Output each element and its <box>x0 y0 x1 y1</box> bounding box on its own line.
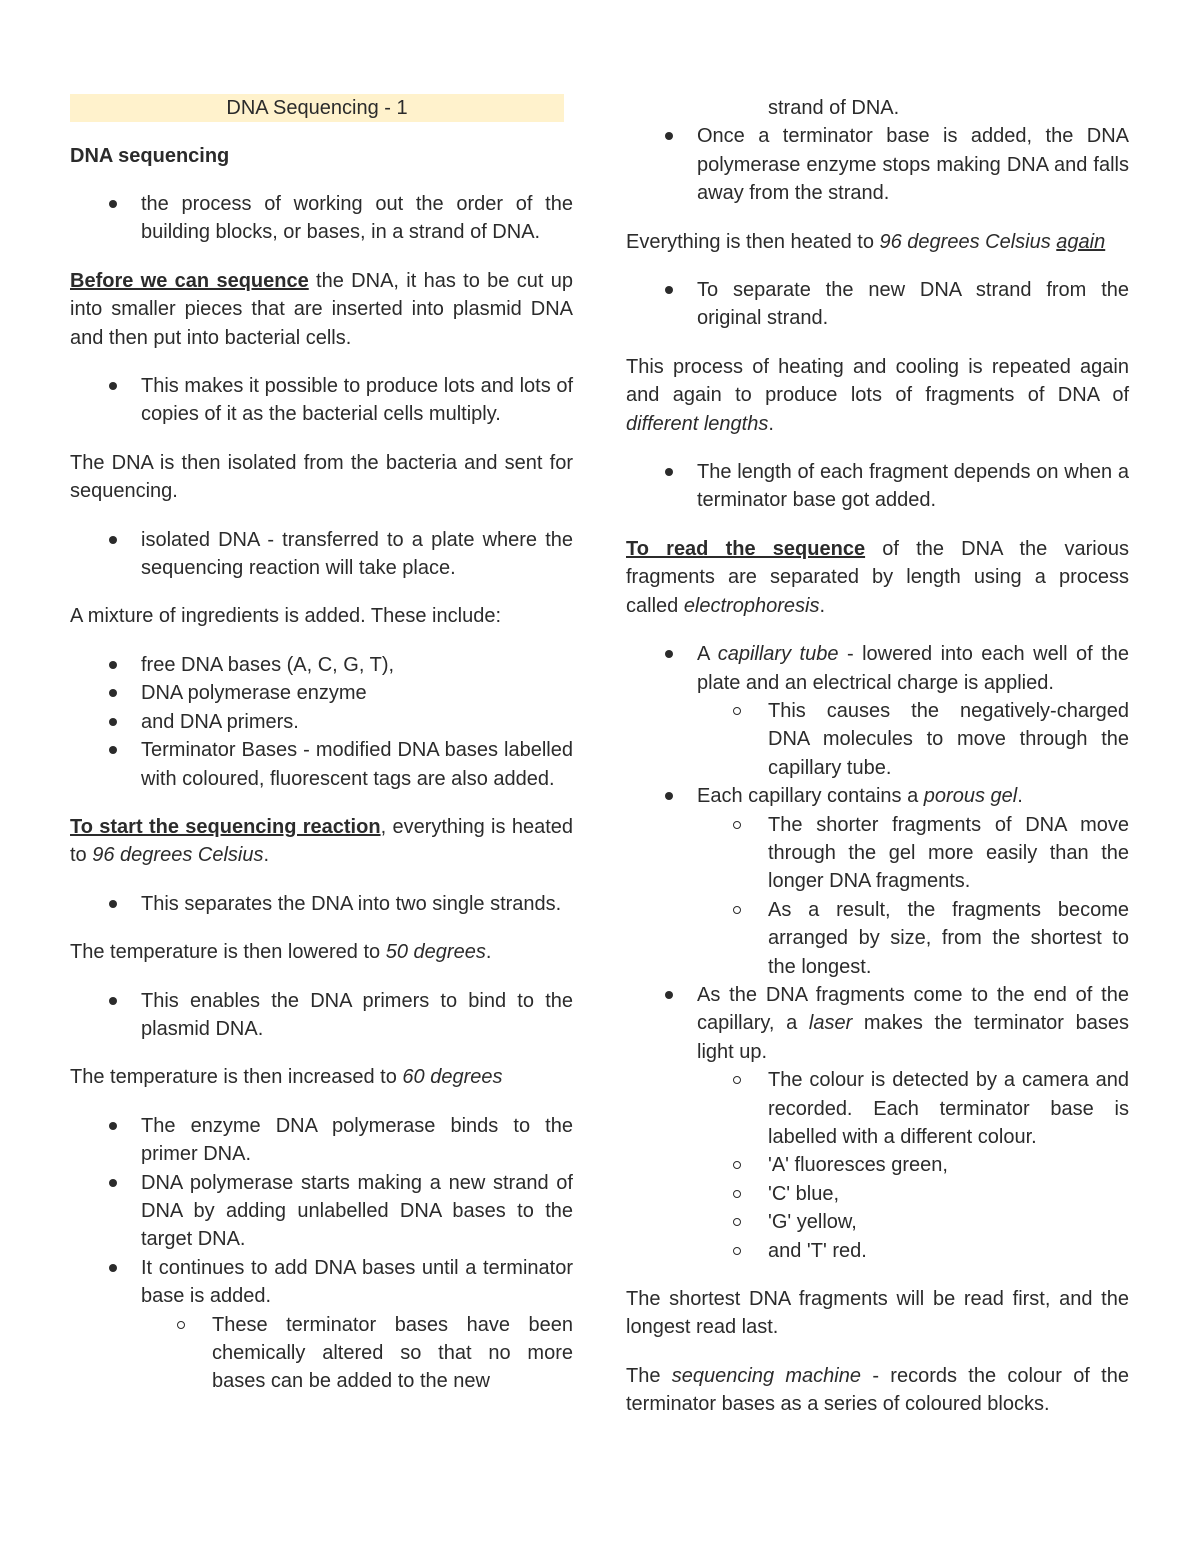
bullet-list <box>626 122 1129 207</box>
sub-list-item: 'C' blue, <box>626 1180 1129 1208</box>
sub-list-item: The shorter fragments of DNA move through the gel more easily than the longer DNA fragments. <box>626 811 1129 896</box>
bullet-list <box>70 890 573 918</box>
bullet-icon <box>109 997 117 1005</box>
list-item: This enables the DNA primers to bind to the plasmid DNA. <box>70 987 573 1044</box>
bullet-icon <box>665 991 673 999</box>
hollow-bullet-icon <box>733 1218 741 1226</box>
list-item: isolated DNA - transferred to a plate where the sequencing reaction will take place. <box>70 526 573 583</box>
bullet-icon <box>109 200 117 208</box>
list-item: DNA polymerase enzyme <box>70 679 573 707</box>
bullet-list <box>70 987 573 1044</box>
section-heading: DNA sequencing <box>70 145 230 167</box>
bullet-icon <box>109 1264 117 1272</box>
bullet-list <box>70 1112 573 1396</box>
paragraph: To read the sequence of the DNA the various fragments are separated by length using a process called electrophoresis. <box>626 537 1129 617</box>
bullet-icon <box>109 689 117 697</box>
list-item: the process of working out the order of the building blocks, or bases, in a strand of DNA. <box>70 190 573 247</box>
bullet-icon <box>109 1122 117 1130</box>
hollow-bullet-icon <box>733 1247 741 1255</box>
sub-list-item: and 'T' red. <box>626 1237 1129 1265</box>
right-column <box>626 94 1129 1439</box>
bullet-list <box>70 526 573 583</box>
bullet-icon <box>109 536 117 544</box>
hollow-bullet-icon <box>733 1076 741 1084</box>
sub-list-item: This causes the negatively-charged DNA molecules to move through the capillary tube. <box>626 697 1129 782</box>
list-item: Each capillary contains a porous gel. <box>626 782 1129 810</box>
underlined-lead: To start the sequencing reaction <box>70 815 381 838</box>
list-item: It continues to add DNA bases until a terminator base is added. <box>70 1254 573 1311</box>
list-item: free DNA bases (A, C, G, T), <box>70 651 573 679</box>
bullet-list <box>70 190 573 247</box>
sub-list-item: 'G' yellow, <box>626 1208 1129 1236</box>
bullet-list <box>626 276 1129 333</box>
list-item: and DNA primers. <box>70 708 573 736</box>
bullet-icon <box>665 650 673 658</box>
list-item: A capillary tube - lowered into each well of the plate and an electrical charge is applied. <box>626 640 1129 697</box>
continued-text: strand of DNA. <box>768 97 900 119</box>
paragraph: The DNA is then isolated from the bacteria and sent for sequencing. <box>70 451 573 503</box>
bullet-icon <box>665 132 673 140</box>
list-item: The length of each fragment depends on when a terminator base got added. <box>626 458 1129 515</box>
bullet-icon <box>109 718 117 726</box>
list-item: DNA polymerase starts making a new strand of DNA by adding unlabelled DNA bases to the target DNA. <box>70 1169 573 1254</box>
list-item: This separates the DNA into two single strands. <box>70 890 573 918</box>
bullet-icon <box>109 1179 117 1187</box>
paragraph: Before we can sequence the DNA, it has to be cut up into smaller pieces that are inserted into plasmid DNA and then put into bacterial cells. <box>70 269 573 349</box>
bullet-icon <box>665 792 673 800</box>
paragraph: The sequencing machine - records the colour of the terminator bases as a series of coloured blocks. <box>626 1364 1129 1416</box>
list-item: To separate the new DNA strand from the original strand. <box>626 276 1129 333</box>
bullet-icon <box>665 468 673 476</box>
paragraph: A mixture of ingredients is added. These include: <box>70 605 501 628</box>
list-item: The enzyme DNA polymerase binds to the primer DNA. <box>70 1112 573 1169</box>
list-item: Terminator Bases - modified DNA bases labelled with coloured, fluorescent tags are also added. <box>70 736 573 793</box>
sub-list-item: These terminator bases have been chemically altered so that no more bases can be added to the new <box>70 1311 573 1396</box>
left-column <box>70 94 573 1416</box>
hollow-bullet-icon <box>177 1321 185 1329</box>
paragraph: To start the sequencing reaction, everything is heated to 96 degrees Celsius. <box>70 815 573 867</box>
paragraph: Everything is then heated to 96 degrees Celsius again <box>626 230 1106 253</box>
underlined-lead: To read the sequence <box>626 537 866 560</box>
bullet-icon <box>109 900 117 908</box>
bullet-icon <box>665 286 673 294</box>
hollow-bullet-icon <box>733 707 741 715</box>
hollow-bullet-icon <box>733 821 741 829</box>
bullet-list <box>70 372 573 429</box>
bullet-icon <box>109 382 117 390</box>
bullet-list <box>626 458 1129 515</box>
paragraph: This process of heating and cooling is repeated again and again to produce lots of fragments of DNA of different lengths. <box>626 355 1129 435</box>
underlined-lead: Before we can sequence <box>70 269 309 292</box>
bullet-icon <box>109 661 117 669</box>
hollow-bullet-icon <box>733 1190 741 1198</box>
page-title: DNA Sequencing - 1 <box>70 94 564 122</box>
list-item: Once a terminator base is added, the DNA polymerase enzyme stops making DNA and falls away from the strand. <box>626 122 1129 207</box>
list-item: This makes it possible to produce lots and lots of copies of it as the bacterial cells multiply. <box>70 372 573 429</box>
sub-list-item: As a result, the fragments become arranged by size, from the shortest to the longest. <box>626 896 1129 981</box>
hollow-bullet-icon <box>733 1161 741 1169</box>
sub-list-item: 'A' fluoresces green, <box>626 1151 1129 1179</box>
paragraph: The temperature is then increased to 60 degrees <box>70 1066 503 1089</box>
paragraph: The shortest DNA fragments will be read first, and the longest read last. <box>626 1288 1129 1339</box>
list-item: As the DNA fragments come to the end of the capillary, a laser makes the terminator bases light up. <box>626 981 1129 1066</box>
bullet-icon <box>109 746 117 754</box>
paragraph: The temperature is then lowered to 50 degrees. <box>70 941 492 964</box>
sub-list-item: The colour is detected by a camera and recorded. Each terminator base is labelled with a different colour. <box>626 1066 1129 1151</box>
ingredients-list <box>70 651 573 793</box>
bullet-list <box>626 640 1129 1265</box>
hollow-bullet-icon <box>733 906 741 914</box>
